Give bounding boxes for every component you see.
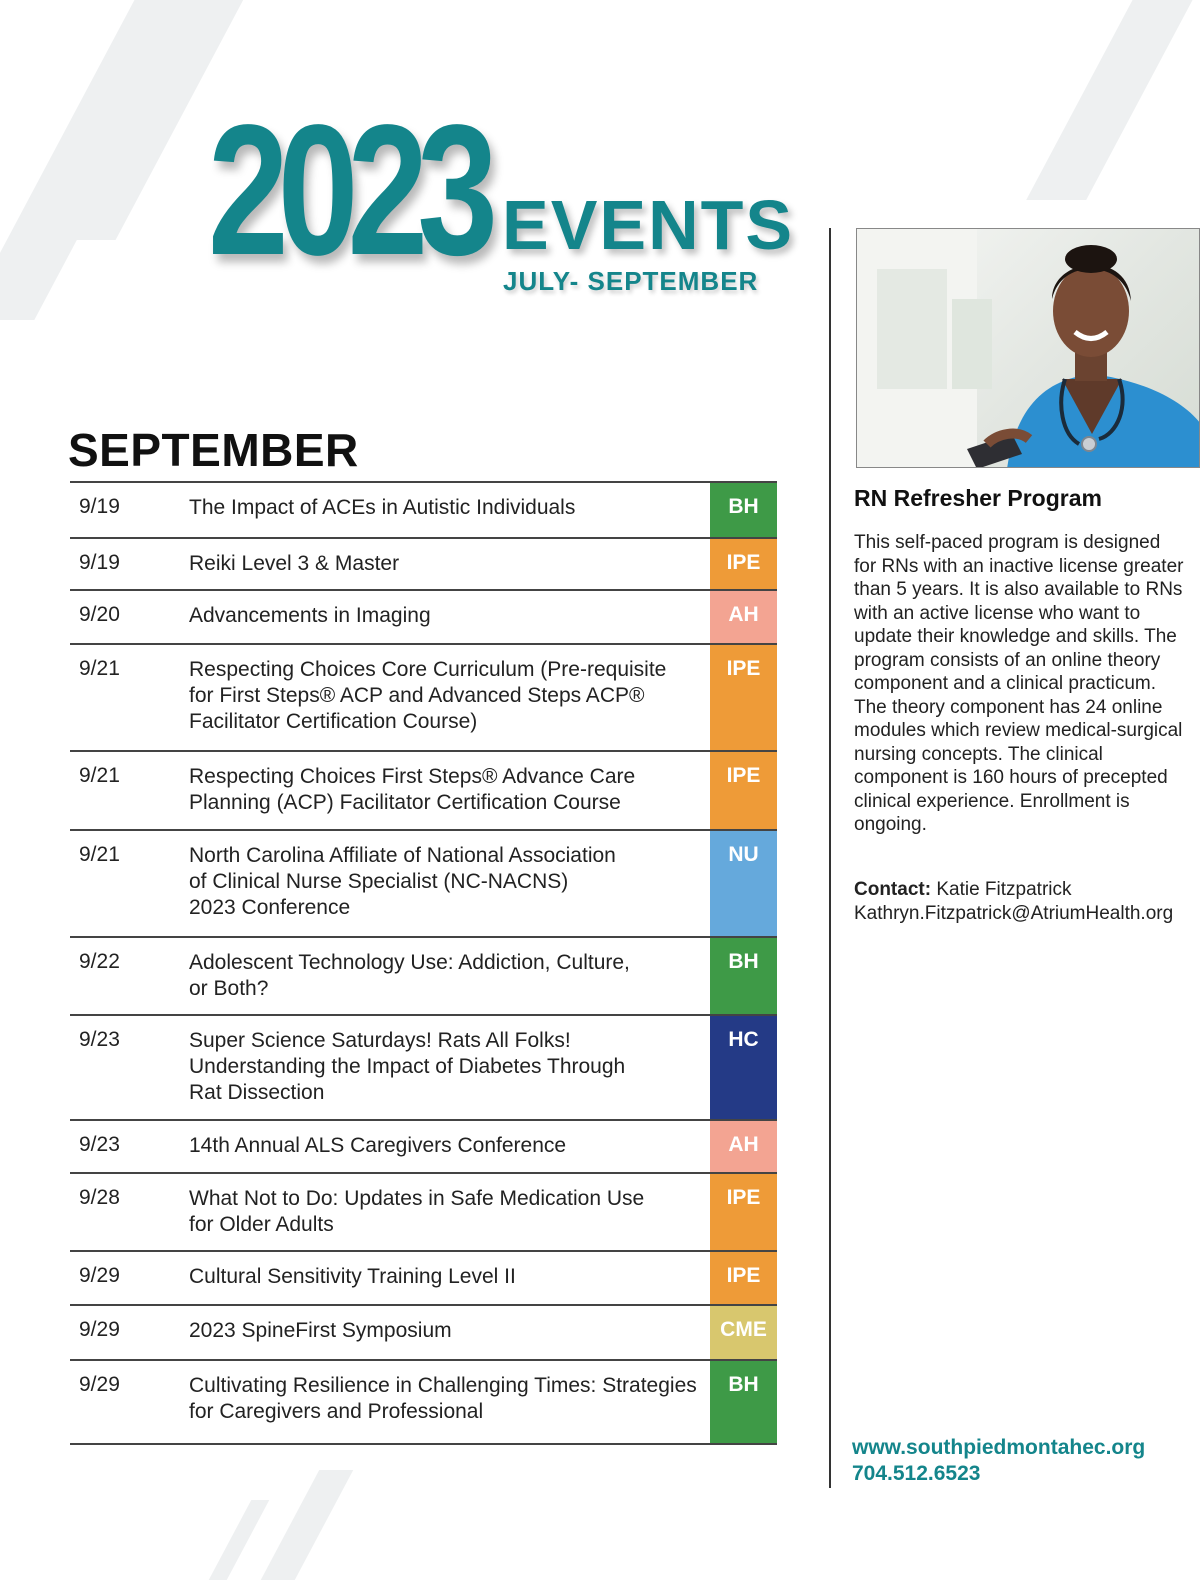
table-row [70,591,777,645]
event-category-badge: IPE [710,752,777,829]
event-title: 14th Annual ALS Caregivers Conference [189,1134,567,1157]
event-date: 9/22 [79,950,120,973]
event-title: Cultivating Resilience in Challenging Times: Strategies for Caregivers and Professional [189,1374,697,1423]
event-title: Super Science Saturdays! Rats All Folks! Understanding the Impact of Diabetes Through Rat Dissection [189,1029,626,1104]
table-row [70,938,777,1016]
background-stripe [261,1470,353,1580]
nurse-photo [856,228,1200,468]
event-category-badge: BH [710,938,777,1014]
footer-website-link[interactable]: www.southpiedmontahec.org [852,1436,1146,1459]
table-row [70,539,777,591]
title-events: EVENTS [502,186,795,264]
event-date: 9/23 [79,1133,120,1156]
event-title: Respecting Choices First Steps® Advance Care Planning (ACP) Facilitator Certification Course [189,765,636,814]
table-row [70,1252,777,1306]
title-date-range: JULY- SEPTEMBER [503,266,759,296]
table-row [70,752,777,831]
footer-phone: 704.512.6523 [852,1462,981,1485]
event-category-badge: HC [710,1016,777,1119]
contact-name: Katie Fitzpatrick [936,879,1072,900]
event-category-badge: CME [710,1306,777,1359]
events-table [70,481,777,1445]
table-row [70,645,777,752]
table-row [70,483,777,539]
event-title: What Not to Do: Updates in Safe Medication Use for Older Adults [189,1187,645,1236]
event-category-badge: IPE [710,1174,777,1250]
event-title: Reiki Level 3 & Master [189,552,400,575]
column-divider [829,228,831,1488]
event-date: 9/21 [79,843,120,866]
event-category-badge: BH [710,1361,777,1443]
event-date: 9/29 [79,1264,120,1287]
table-row [70,1361,777,1445]
event-category-badge: NU [710,831,777,936]
event-category-badge: BH [710,483,777,537]
event-category-badge: AH [710,591,777,643]
background-stripe [209,1500,270,1580]
contact-block [854,878,1194,925]
event-title: North Carolina Affiliate of National Association of Clinical Nurse Specialist (NC-NACNS) 2023 Conference [189,844,616,919]
program-description: This self-paced program is designed for RNs with an inactive license greater than 5 years. It is also available to RNs with an active license who want to update their knowledge and skills. The program consists of an online theory component and a clinical practicum. The theory component has 24 online modules which review medical-surgical nursing concepts. The clinical component is 160 hours of precepted clinical experience. Enrollment is ongoing. [854,532,1184,835]
contact-email[interactable]: Kathryn.Fitzpatrick@AtriumHealth.org [854,902,1174,924]
month-heading: SEPTEMBER [68,424,359,476]
event-category-badge: IPE [710,1252,777,1304]
event-category-badge: AH [710,1121,777,1172]
event-title: Advancements in Imaging [189,604,431,627]
event-title: Cultural Sensitivity Training Level II [189,1265,516,1288]
event-date: 9/29 [79,1318,120,1341]
event-title: Respecting Choices Core Curriculum (Pre-requisite for First Steps® ACP and Advanced Steps ACP® Facilitator Certification Course) [189,658,667,733]
event-date: 9/23 [79,1028,120,1051]
title-year: 2023 [208,87,488,294]
event-category-badge: IPE [710,645,777,750]
nurse-illustration [857,229,1200,468]
table-row [70,1121,777,1174]
event-title: 2023 SpineFirst Symposium [189,1319,452,1342]
event-date: 9/28 [79,1186,120,1209]
event-date: 9/20 [79,603,120,626]
event-date: 9/19 [79,495,120,518]
event-date: 9/21 [79,657,120,680]
event-category-badge: IPE [710,539,777,589]
event-date: 9/21 [79,764,120,787]
table-row [70,1306,777,1361]
event-title: The Impact of ACEs in Autistic Individuals [189,496,576,519]
background-stripe [1026,0,1200,200]
event-date: 9/29 [79,1373,120,1396]
event-date: 9/19 [79,551,120,574]
table-row [70,1016,777,1121]
table-row [70,831,777,938]
program-title: RN Refresher Program [854,485,1102,511]
contact-label: Contact: [854,879,932,900]
event-title: Adolescent Technology Use: Addiction, Culture, or Both? [189,951,630,1000]
table-row [70,1174,777,1252]
